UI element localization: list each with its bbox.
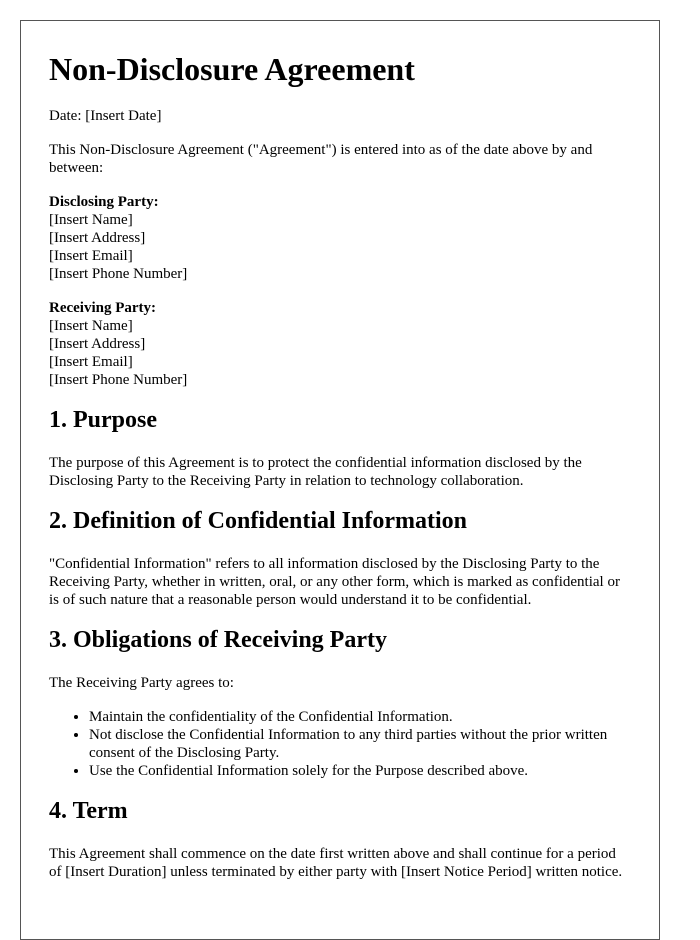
document-title: Non-Disclosure Agreement [49,51,415,87]
disclosing-party-address: [Insert Address] [49,230,146,246]
receiving-party-phone: [Insert Phone Number] [49,372,188,388]
receiving-party-block [49,299,631,389]
list-item: • Use the Confidential Information solely for the Purpose described above. [89,762,631,780]
disclosing-party-phone: [Insert Phone Number] [49,266,188,282]
section-body-obligations: The Receiving Party agrees to: [49,675,234,691]
section-body-definition: "Confidential Information" refers to all information disclosed by the Disclosing Party to the Receiving Party, whether in written, oral, or any other form, which is marked as confidential or is of such nature that a reasonable person would understand it to be confidential. [49,556,620,608]
section-heading-definition: 2. Definition of Confidential Information [49,508,468,534]
obligations-list [49,708,631,780]
section-body-purpose: The purpose of this Agreement is to protect the confidential information disclosed by the Disclosing Party to the Receiving Party in relation to technology collaboration. [49,455,582,489]
receiving-party-name: [Insert Name] [49,318,133,334]
receiving-party-email: [Insert Email] [49,354,133,370]
receiving-party-address: [Insert Address] [49,336,146,352]
receiving-party-heading: Receiving Party: [49,300,157,316]
disclosing-party-email: [Insert Email] [49,248,133,264]
section-heading-term: 4. Term [49,798,128,824]
disclosing-party-heading: Disclosing Party: [49,194,159,210]
section-body-term: This Agreement shall commence on the date first written above and shall continue for a period of [Insert Duration] unless terminated by either party with [Insert Notice Period] written notice. [49,846,623,880]
disclosing-party-block [49,193,631,283]
intro-paragraph: This Non-Disclosure Agreement ("Agreement") is entered into as of the date above by and between: [49,142,593,176]
date-line: Date: [Insert Date] [49,108,162,124]
section-heading-obligations: 3. Obligations of Receiving Party [49,627,387,653]
section-heading-purpose: 1. Purpose [49,407,157,433]
disclosing-party-name: [Insert Name] [49,212,133,228]
list-item: • Not disclose the Confidential Information to any third parties without the prior written consent of the Disclosing Party. [89,726,631,762]
document-page [20,20,660,940]
list-item: • Maintain the confidentiality of the Confidential Information. [89,708,631,726]
